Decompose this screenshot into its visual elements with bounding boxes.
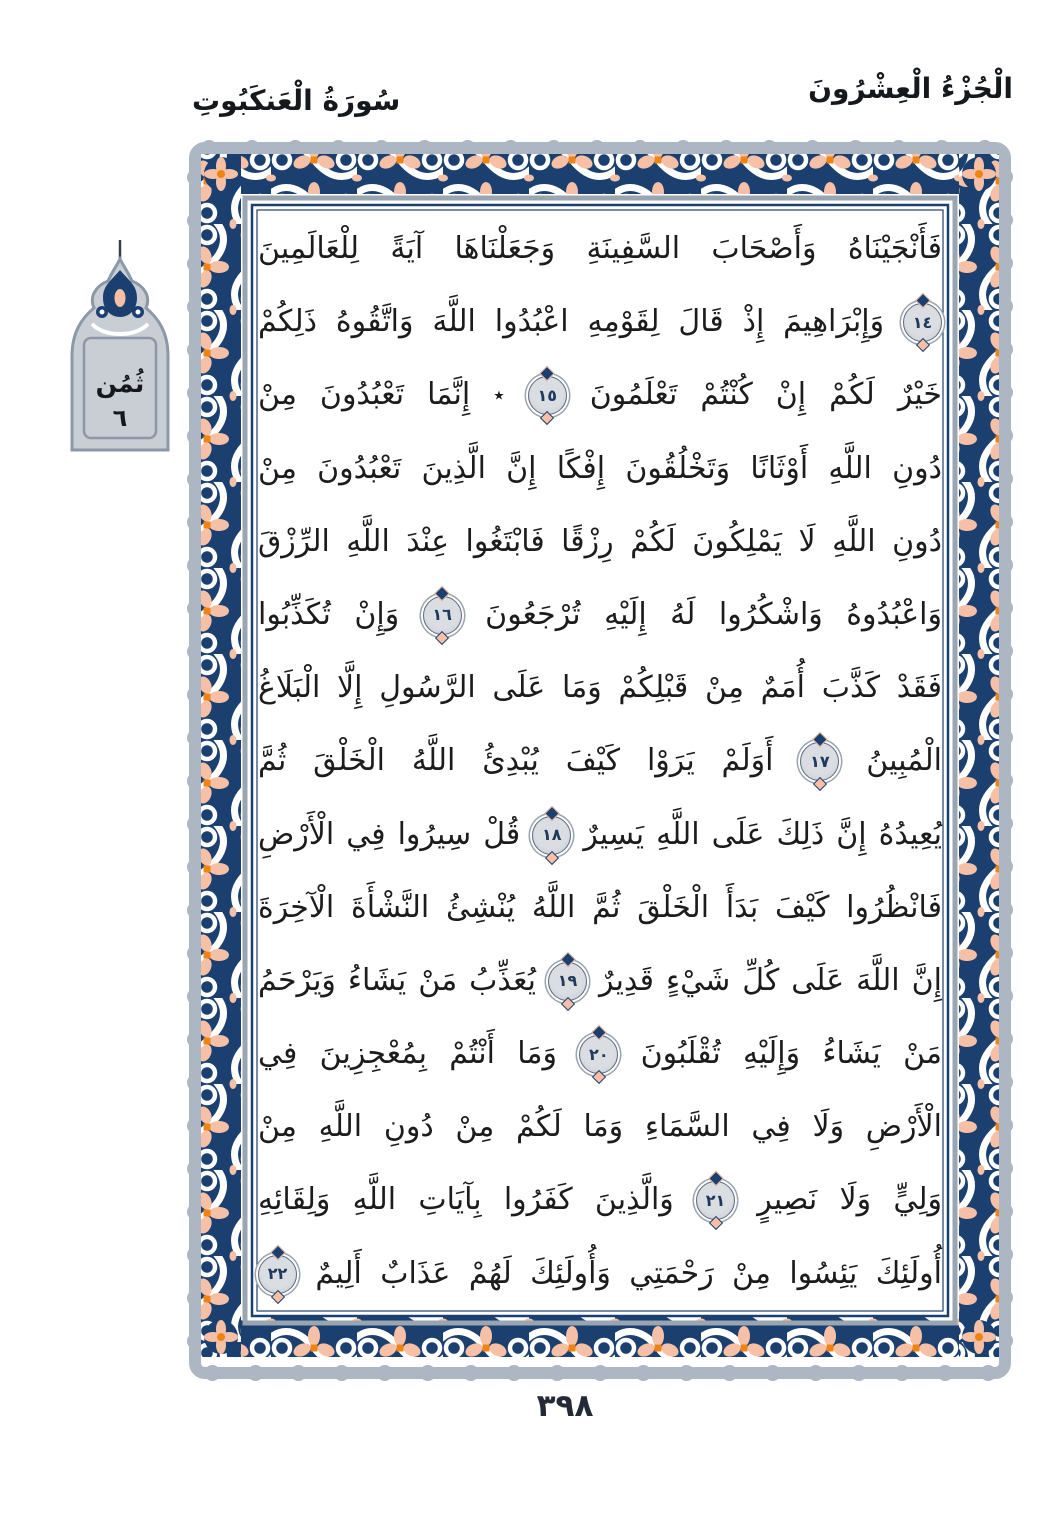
ayah-text: أَوَلَمْ يَرَوْا كَيْفَ يُبْدِئُ اللَّهُ الْخَلْقَ ثُمَّ [258, 743, 774, 779]
ayah-text: الْمُبِينُ [866, 743, 942, 779]
ayah-text: قُلْ سِيرُوا فِي الْأَرْضِ [258, 816, 521, 852]
ayah-text: مَنْ يَشَاءُ وَإِلَيْهِ تُقْلَبُونَ [640, 1036, 943, 1072]
quran-line [258, 724, 942, 797]
verse-number-marker: ١٤ [903, 303, 942, 342]
ayah-text: وَاعْبُدُوهُ وَاشْكُرُوا لَهُ إِلَيْهِ تُرْجَعُونَ [485, 596, 942, 632]
quran-line [258, 505, 942, 578]
ayah-text: فَأَنْجَيْنَاهُ وَأَصْحَابَ السَّفِينَةِ وَجَعَلْنَاهَا آيَةً لِلْعَالَمِينَ [258, 231, 942, 266]
ayah-text: يُعِيدُهُ إِنَّ ذَلِكَ عَلَى اللَّهِ يَسِيرٌ [583, 816, 942, 852]
quran-line [258, 358, 942, 431]
ayah-text: يُعَذِّبُ مَنْ يَشَاءُ وَيَرْحَمُ [258, 962, 536, 998]
ayah-text: خَيْرٌ لَكُمْ إِنْ كُنْتُمْ تَعْلَمُونَ [589, 377, 942, 413]
ayah-text: فَانْظُرُوا كَيْفَ بَدَأَ الْخَلْقَ ثُمَّ اللَّهُ يُنْشِئُ النَّشْأَةَ الْآخِرَةَ [258, 889, 942, 925]
page-number: ٣٩٨ [536, 1388, 594, 1424]
surah-header-title: سُورَةُ الْعَنكَبُوتِ [192, 84, 401, 117]
juz-header-title: الْجُزْءُ الْعِشْرُونَ [808, 72, 1013, 105]
hizb-marker-number: ٦ [112, 404, 128, 432]
quran-line [258, 285, 942, 358]
ayah-text: دُونِ اللَّهِ لَا يَمْلِكُونَ لَكُمْ رِزْقًا فَابْتَغُوا عِنْدَ اللَّهِ الرِّزْقَ [258, 523, 942, 559]
hizb-marker-label: ثُمُن [95, 369, 145, 398]
ayah-text: الْأَرْضِ وَلَا فِي السَّمَاءِ وَمَا لَكُمْ مِنْ دُونِ اللَّهِ مِنْ [258, 1109, 942, 1145]
quran-line [258, 1237, 942, 1310]
quran-line [258, 944, 942, 1017]
ayah-text: وَإِنْ تُكَذِّبُوا [258, 596, 400, 632]
ayah-text: إِنَّمَا تَعْبُدُونَ مِنْ [258, 377, 471, 413]
verse-number-marker: ٢٠ [579, 1035, 618, 1074]
verse-number-marker: ١٩ [548, 962, 587, 1001]
quran-line [258, 871, 942, 944]
verse-number-marker: ١٦ [423, 596, 462, 635]
ayah-text: وَإِبْرَاهِيمَ إِذْ قَالَ لِقَوْمِهِ اعْبُدُوا اللَّهَ وَاتَّقُوهُ ذَلِكُمْ [258, 304, 885, 340]
quran-line [258, 798, 942, 871]
ayah-text: دُونِ اللَّهِ أَوْثَانًا وَتَخْلُقُونَ إِفْكًا إِنَّ الَّذِينَ تَعْبُدُونَ مِنْ [258, 450, 942, 486]
ayah-text: فَقَدْ كَذَّبَ أُمَمٌ مِنْ قَبْلِكُمْ وَمَا عَلَى الرَّسُولِ إِلَّا الْبَلَاغُ [258, 670, 942, 706]
hizb-star-icon: ٭ [493, 383, 505, 408]
verse-number-marker: ١٥ [528, 376, 567, 415]
verse-number-marker: ١٧ [800, 742, 839, 781]
verse-number-marker: ٢٢ [258, 1255, 297, 1294]
verse-number-marker: ١٨ [532, 816, 571, 855]
ayah-text: إِنَّ اللَّهَ عَلَى كُلِّ شَيْءٍ قَدِيرٌ [599, 962, 942, 998]
quran-line [258, 1090, 942, 1163]
ayah-text: وَالَّذِينَ كَفَرُوا بِآيَاتِ اللَّهِ وَلِقَائِهِ [258, 1182, 674, 1218]
quran-line [258, 1163, 942, 1236]
quran-line [258, 432, 942, 505]
quran-line [258, 578, 942, 651]
ayah-text: وَمَا أَنْتُمْ بِمُعْجِزِينَ فِي [258, 1036, 557, 1072]
quran-line [258, 212, 942, 285]
quran-line [258, 1017, 942, 1090]
hizb-eighth-margin-marker [58, 240, 178, 452]
ayah-text: أُولَئِكَ يَئِسُوا مِنْ رَحْمَتِي وَأُولَئِكَ لَهُمْ عَذَابٌ أَلِيمٌ [315, 1255, 942, 1291]
quran-text-block [258, 212, 942, 1310]
quran-line [258, 651, 942, 724]
ayah-text: وَلِيٍّ وَلَا نَصِيرٍ [757, 1182, 942, 1218]
verse-number-marker: ٢١ [696, 1181, 735, 1220]
